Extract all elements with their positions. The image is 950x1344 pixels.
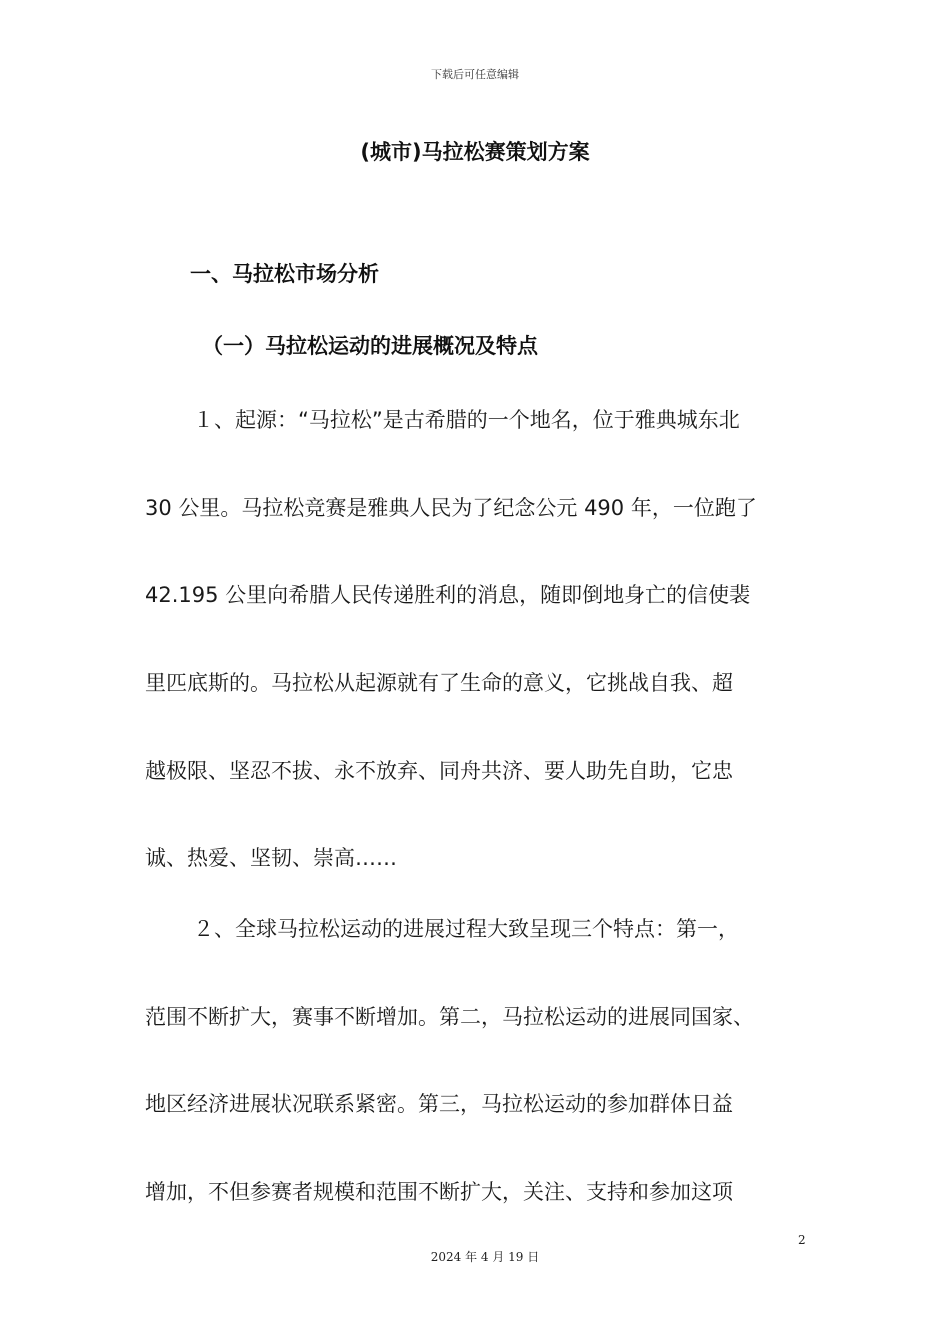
paragraph-line: ２、全球马拉松运动的进展过程大致呈现三个特点：第一， xyxy=(193,917,739,941)
paragraph-line: 诚、热爱、坚韧、崇高…… xyxy=(145,846,397,870)
paragraph-line: 范围不断扩大，赛事不断增加。第二，马拉松运动的进展同国家、 xyxy=(145,1005,754,1029)
paragraph-line: 30 公里。马拉松竞赛是雅典人民为了纪念公元 490 年，一位跑了 xyxy=(145,496,757,520)
page-number: 2 xyxy=(798,1233,806,1247)
paragraph-line: 42.195 公里向希腊人民传递胜利的消息，随即倒地身亡的信使裴 xyxy=(145,583,751,607)
paragraph-line: 里匹底斯的。马拉松从起源就有了生命的意义，它挑战自我、超 xyxy=(145,671,733,695)
document-title: (城市)马拉松赛策划方案 xyxy=(360,140,590,164)
paragraph-line: 增加，不但参赛者规模和范围不断扩大，关注、支持和参加这项 xyxy=(145,1180,733,1204)
page-header: 下载后可任意编辑 xyxy=(431,68,519,81)
paragraph-line: 越极限、坚忍不拔、永不放弃、同舟共济、要人助先自助，它忠 xyxy=(145,759,733,783)
subsection-heading: （一）马拉松运动的进展概况及特点 xyxy=(202,334,538,358)
paragraph-line: 地区经济进展状况联系紧密。第三，马拉松运动的参加群体日益 xyxy=(145,1092,733,1116)
footer-date: 2024 年 4 月 19 日 xyxy=(430,1250,540,1264)
section-heading: 一、马拉松市场分析 xyxy=(190,262,379,286)
paragraph-line: １、起源：“马拉松”是古希腊的一个地名，位于雅典城东北 xyxy=(193,408,740,432)
